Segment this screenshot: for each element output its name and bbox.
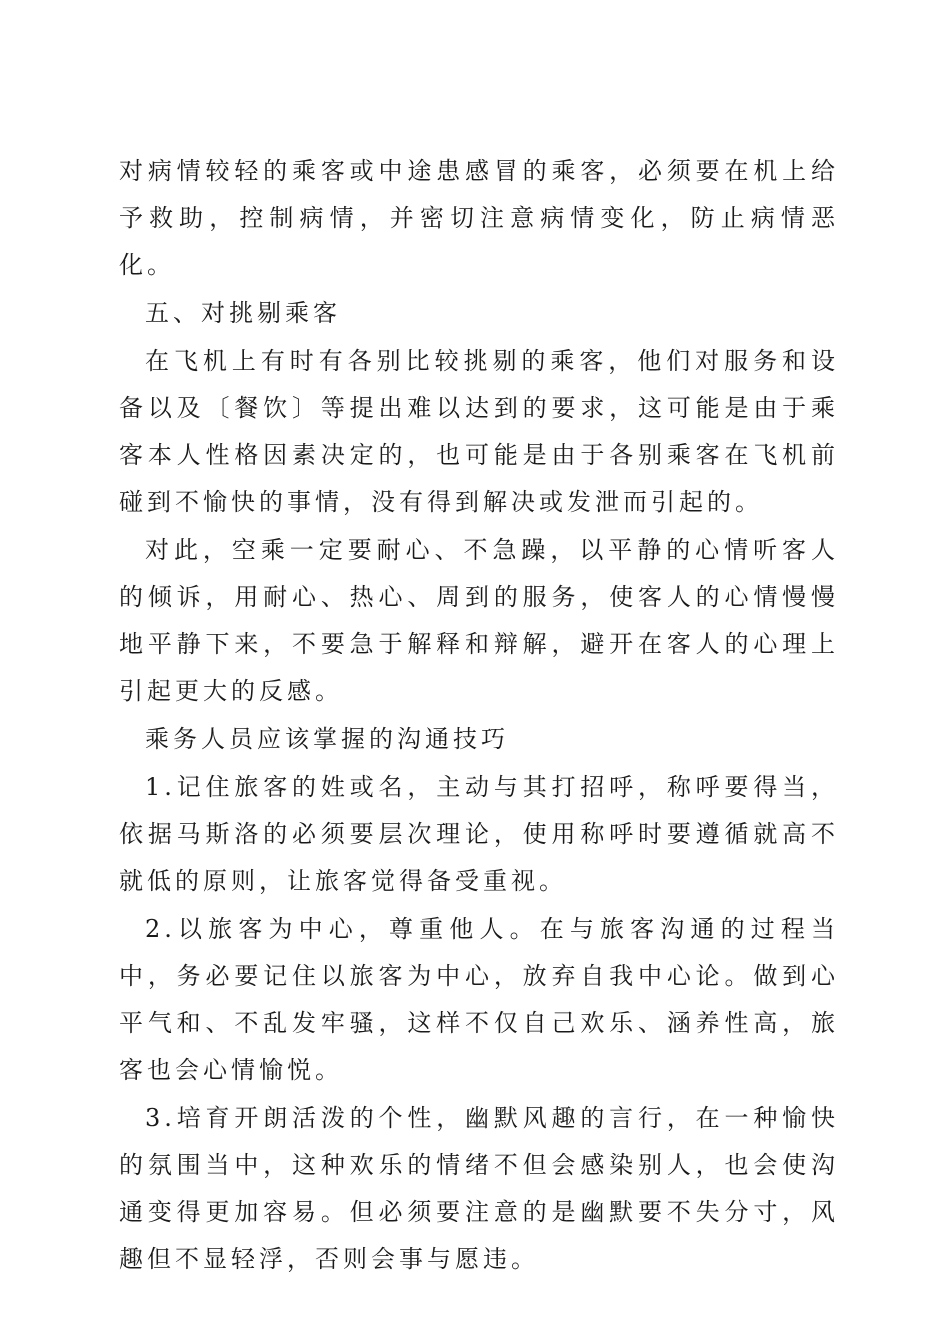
section-heading-communication-skills: 乘务人员应该掌握的沟通技巧 xyxy=(145,725,509,753)
paragraph-picky-passengers: 在飞机上有时有各别比较挑剔的乘客，他们对服务和设备以及〔餐饮〕等提出难以达到的要求，这可能是由于乘客本人性格因素决定的，也可能是由于各别乘客在飞机前碰到不愉快的事情，没有得到解决或发泄而引起的。 xyxy=(119,347,839,516)
list-item-cheerful-personality: 3.培育开朗活泼的个性，幽默风趣的言行，在一种愉快的氛围当中，这种欢乐的情绪不但会感染别人，也会使沟通变得更加容易。但必须要注意的是幽默要不失分寸，风趣但不显轻浮，否则会事与愿违。 xyxy=(119,1104,839,1273)
paragraph-illness-care: 对病情较轻的乘客或中途患感冒的乘客，必须要在机上给予救助，控制病情，并密切注意病情变化，防止病情恶化。 xyxy=(119,157,839,279)
paragraph-patience: 对此，空乘一定要耐心、不急躁，以平静的心情听客人的倾诉，用耐心、热心、周到的服务，使客人的心情慢慢地平静下来，不要急于解释和辩解，避开在客人的心理上引起更大的反感。 xyxy=(119,536,839,705)
document-body xyxy=(119,148,839,1283)
list-item-remember-names: 1.记住旅客的姓或名，主动与其打招呼，称呼要得当，依据马斯洛的必须要层次理论，使用称呼时要遵循就高不就低的原则，让旅客觉得备受重视。 xyxy=(119,773,839,895)
section-heading-picky-passengers: 五、对挑剔乘客 xyxy=(145,299,341,327)
list-item-passenger-centered: 2.以旅客为中心，尊重他人。在与旅客沟通的过程当中，务必要记住以旅客为中心，放弃自我中心论。做到心平气和、不乱发牢骚，这样不仅自己欢乐、涵养性高，旅客也会心情愉悦。 xyxy=(119,915,839,1084)
